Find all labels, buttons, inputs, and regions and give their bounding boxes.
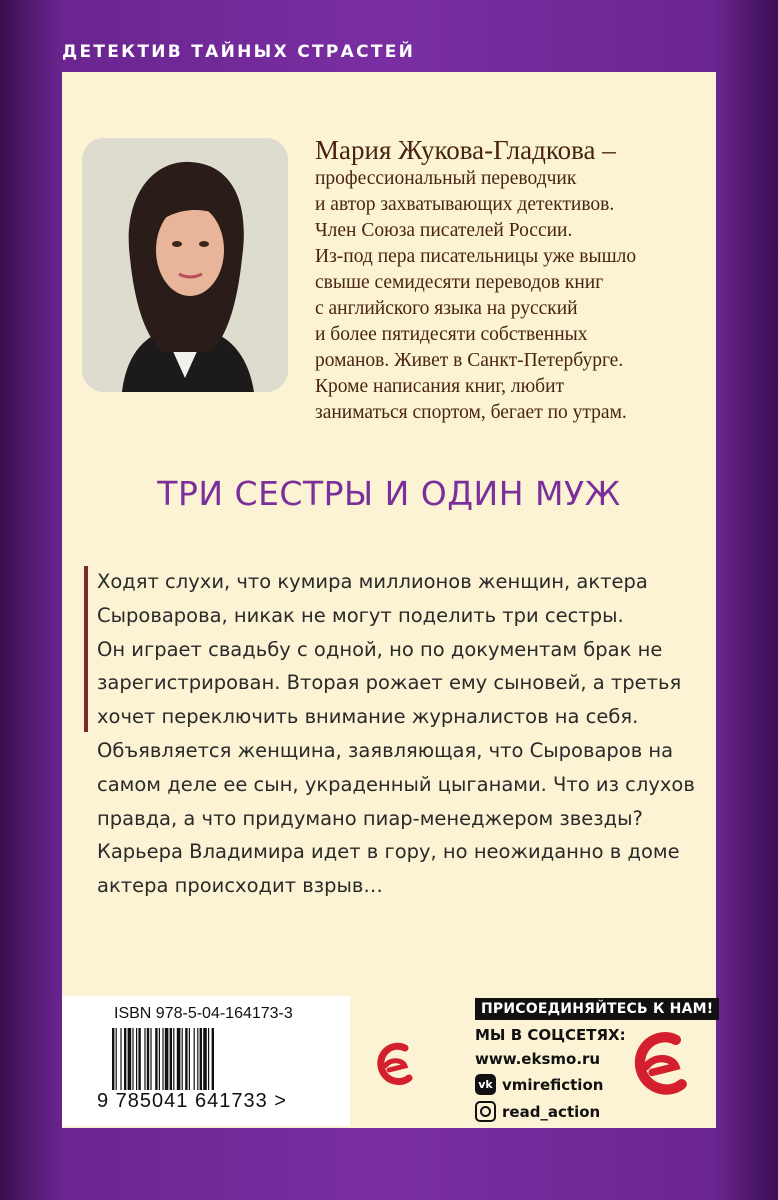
annotation-line: хочет переключить внимание журналистов на себя. [97,705,639,729]
annotation-line: Ходят слухи, что кумира миллионов женщин, актера [97,570,648,593]
series-title: ДЕТЕКТИВ ТАЙНЫХ СТРАСТЕЙ [62,42,416,62]
social-heading: МЫ В СОЦСЕТЯХ: [475,1026,626,1044]
barcode-digits: 9 785041 641733 > [97,1090,287,1112]
author-name: Мария Жукова-Гладкова – [315,135,616,165]
bio-line: с английского языка на русский [315,298,578,319]
site-link[interactable]: www.eksmo.ru [475,1050,601,1068]
book-title: ТРИ СЕСТРЫ И ОДИН МУЖ [157,474,621,513]
author-bio [315,134,710,426]
barcode [112,1028,302,1090]
bio-line: заниматься спортом, бегает по утрам. [315,402,627,423]
instagram-icon [475,1101,496,1122]
annotation-line: актера происходит взрыв… [97,874,383,898]
join-banner: ПРИСОЕДИНЯЙТЕСЬ К НАМ! [475,998,719,1020]
annotation-line: Сыроварова, никак не могут поделить три сестры. [97,603,624,627]
isbn: ISBN 978-5-04-164173-3 [114,1005,293,1022]
bio-line: и автор захватывающих детективов. [315,194,615,215]
eksmo-logo-icon [630,1028,692,1102]
bio-line: Член Союза писателей России. [315,220,573,241]
annotation-line: самом деле ее сын, украденный цыганами. Что из слухов [97,772,695,796]
bio-line: свыше семидесяти переводов книг [315,272,604,293]
annotation-line: правда, а что придумано пиар-менеджером звезды? [97,806,643,830]
bio-line: Из-под пера писательницы уже вышло [315,246,637,267]
annotation-line: зарегистрирован. Вторая рожает ему сыновей, а третья [97,671,682,695]
bio-line: и более пятидесяти собственных [315,324,588,345]
vk-handle: vmirefiction [502,1075,604,1094]
bio-line: романов. Живет в Санкт-Петербурге. [315,350,624,371]
annotation [97,565,697,903]
annotation-line: Объявляется женщина, заявляющая, что Сыроваров на [97,738,674,762]
instagram-row[interactable] [475,1101,719,1122]
vk-icon: vk [475,1074,496,1095]
annotation-accent-bar [84,566,88,732]
annotation-line: Карьера Владимира идет в гору, но неожиданно в доме [97,840,680,864]
bio-line: профессиональный переводчик [315,168,577,189]
bio-line: Кроме написания книг, любит [315,376,565,397]
annotation-line: Он играет свадьбу с одной, но по документам брак не [97,637,663,661]
instagram-handle: read_action [502,1102,601,1121]
author-photo [82,138,288,392]
eksmo-logo-icon [375,1040,415,1090]
